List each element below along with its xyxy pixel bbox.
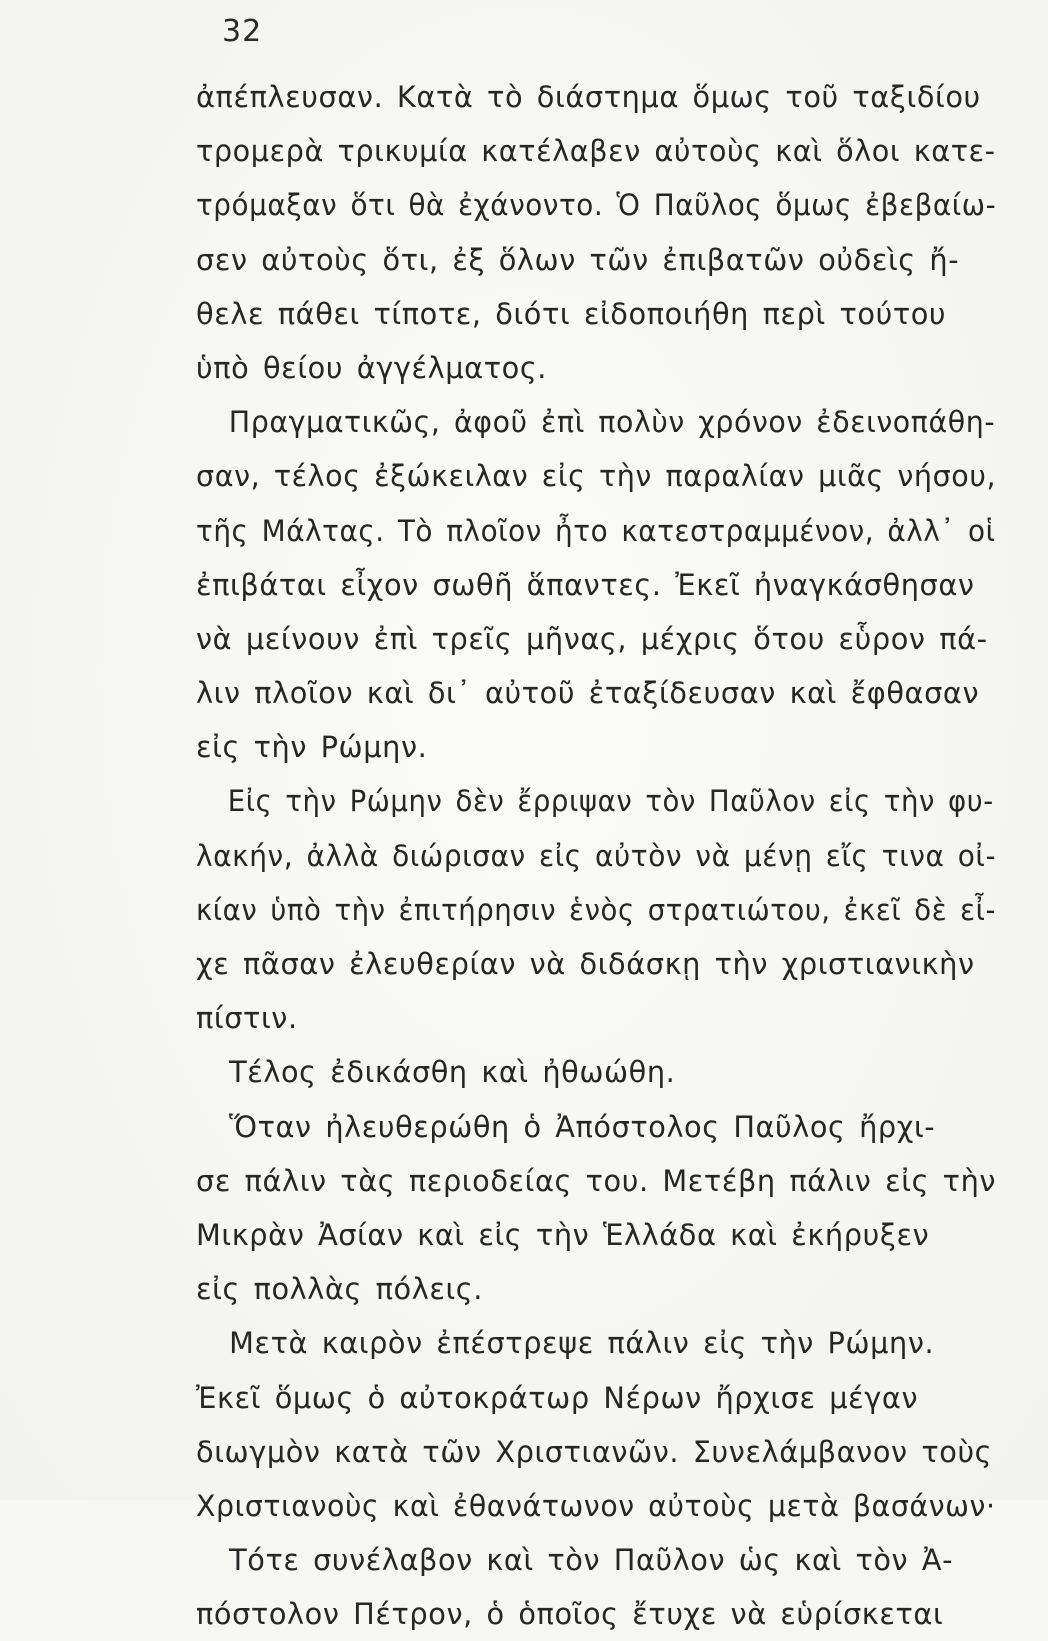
text-line: διωγμὸν κατὰ τῶν Χριστιανῶν. Συνελάμβανον τοὺς (196, 1434, 993, 1469)
text-line: σεν αὐτοὺς ὅτι, ἐξ ὅλων τῶν ἐπιβατῶν οὐδεὶς ἤ- (196, 242, 960, 277)
text-line: εἰς πολλὰς πόλεις. (196, 1272, 483, 1307)
text-line: λιν πλοῖον καὶ δι᾽ αὐτοῦ ἐταξίδευσαν καὶ ἔφθασαν (196, 676, 980, 711)
text-line: ἐπιβάται εἶχον σωθῆ ἅπαντες. Ἐκεῖ ἠναγκάσθησαν (196, 567, 975, 602)
text-line: χε πᾶσαν ἐλευθερίαν νὰ διδάσκῃ τὴν χριστιανικὴν (196, 947, 975, 981)
text-line: τῆς Μάλτας. Τὸ πλοῖον ἦτο κατεστραμμένον, ἀλλ᾽ οἱ (196, 513, 996, 548)
text-line: νὰ μείνουν ἐπὶ τρεῖς μῆνας, μέχρις ὅτου εὗρον πά- (196, 621, 988, 656)
page-number: 32 (222, 14, 263, 49)
body-text (196, 70, 1016, 1641)
text-line: Χριστιανοὺς καὶ ἐθανάτωνον αὐτοὺς μετὰ βασάνων· (196, 1488, 996, 1523)
text-line: λακήν, ἀλλὰ διώρισαν εἰς αὐτὸν νὰ μένῃ εἴς τινα οἰ- (196, 838, 997, 873)
text-line: Τότε συνέλαβον καὶ τὸν Παῦλον ὡς καὶ τὸν Ἀ- (229, 1543, 954, 1578)
text-line: Ὅταν ἠλευθερώθη ὁ Ἀπόστολος Παῦλος ἤρχι- (229, 1109, 936, 1144)
text-line: τρόμαξαν ὅτι θὰ ἐχάνοντο. Ὁ Παῦλος ὅμως ἐβεβαίω- (196, 188, 997, 223)
text-line: ὑπὸ θείου ἀγγέλματος. (196, 350, 548, 385)
text-line: ἀπέπλευσαν. Κατὰ τὸ διάστημα ὅμως τοῦ ταξιδίου (196, 80, 981, 114)
text-line: κίαν ὑπὸ τὴν ἐπιτήρησιν ἑνὸς στρατιώτου, ἐκεῖ δὲ εἶ- (196, 892, 997, 927)
text-line: Εἰς τὴν Ρώμην δὲν ἔρριψαν τὸν Παῦλον εἰς τὴν φυ- (227, 784, 994, 819)
text-line: Μικρὰν Ἀσίαν καὶ εἰς τὴν Ἑλλάδα καὶ ἐκήρυξεν (196, 1217, 930, 1252)
text-line: σαν, τέλος ἐξώκειλαν εἰς τὴν παραλίαν μιᾶς νήσου, (196, 459, 997, 494)
text-line: Πραγματικῶς, ἀφοῦ ἐπὶ πολὺν χρόνον ἐδεινοπάθη- (228, 405, 996, 440)
text-line: Ἐκεῖ ὅμως ὁ αὐτοκράτωρ Νέρων ἤρχισε μέγαν (196, 1380, 919, 1415)
text-line: πίστιν. (196, 1001, 298, 1036)
text-line: εἰς τὴν Ρώμην. (196, 730, 428, 765)
text-line: πόστολον Πέτρον, ὁ ὁποῖος ἔτυχε νὰ εὑρίσκεται (196, 1597, 944, 1632)
text-line: τρομερὰ τρικυμία κατέλαβεν αὐτοὺς καὶ ὅλοι κατε- (196, 134, 996, 169)
text-line: σε πάλιν τὰς περιοδείας του. Μετέβη πάλιν εἰς τὴν (196, 1163, 997, 1198)
text-line: Τέλος ἐδικάσθη καὶ ἠθωώθη. (229, 1055, 676, 1090)
text-line: Μετὰ καιρὸν ἐπέστρεψε πάλιν εἰς τὴν Ρώμην. (229, 1326, 935, 1361)
text-line: θελε πάθει τίποτε, διότι εἰδοποιήθη περὶ τούτου (196, 296, 947, 331)
